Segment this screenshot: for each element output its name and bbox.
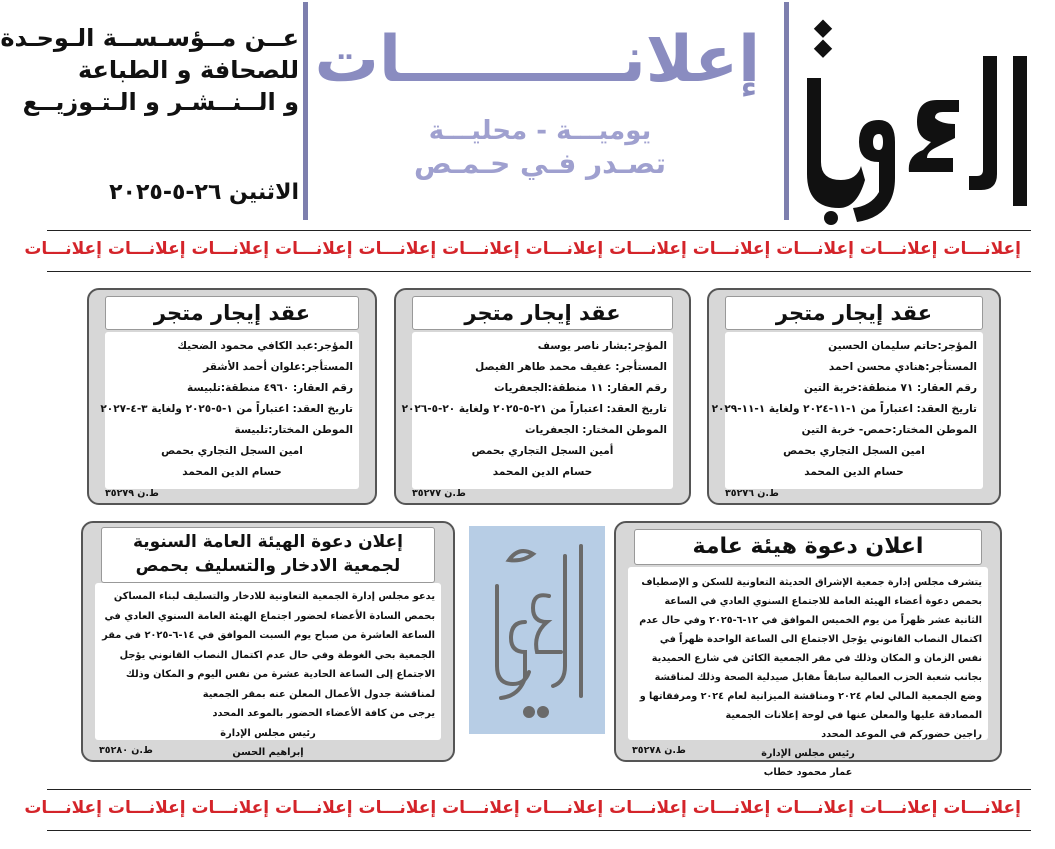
divider-left — [303, 2, 308, 220]
meeting-ad-2 — [81, 521, 455, 762]
ad-line: تاريخ العقد: اعتباراً من ١-٥-٢٠٢٥ ولغاية ٣-٤-٢٠٢٧ — [100, 403, 353, 415]
ad-line: المؤجر:بشار ناصر يوسف — [537, 340, 667, 352]
ad-title: اعلان دعوة هيئة عامة — [634, 529, 982, 565]
ad-line: رقم العقار: ٧١ منطقة:خربة التين — [804, 382, 977, 394]
ad-line: تاريخ العقد: اعتباراً من ١-١١-٢٠٢٤ ولغاية ١-١١-٢٠٢٩ — [711, 403, 977, 415]
ads-banner-top — [24, 230, 1031, 272]
ad-reference: ط.ن ٣٥٢٧٨ — [632, 745, 686, 756]
ad-signature-title: امين السجل التجاري بحمص — [161, 445, 303, 457]
ad-signature-name: حسام الدين المحمد — [492, 466, 593, 478]
publisher-line: عــن مــؤسـســة الـوحـدة — [0, 24, 299, 52]
ad-paragraph: يدعو مجلس إدارة الجمعية التعاونية للادخار والتسليف لبناء المساكن بحمص السادة الأعضاء لحضور اجتماع الهيئة العامة السنوي العادي في الساعة العاشرة من صباح يوم السبت الموافق في ١٤-٦-٢٠٢٥ في مقر الجمعية بحي الغوطة وفي حال عدم اكتمال النصاب القانوني يؤجل الاجتماع إلى الساعة الحادية عشرة من نفس اليوم و المكان وذلك لمناقشة جدول الأعمال المعلن عنه بمقر الجمعية — [102, 591, 435, 700]
meeting-ad-1 — [614, 521, 1002, 778]
ad-title: عقد إيجار متجر — [725, 296, 983, 330]
ad-title: عقد إيجار متجر — [105, 296, 359, 330]
ad-reference: ط.ن ٣٥٢٧٦ — [725, 488, 779, 499]
ads-frequency: يوميـــة - محليـــة — [428, 116, 652, 146]
ad-signature-name: حسام الدين المحمد — [804, 466, 904, 478]
ad-body — [401, 332, 673, 489]
lease-ad-1 — [707, 288, 1001, 505]
ad-paragraph: يتشرف مجلس إدارة جمعية الإشراق الحديثة التعاونية للسكن و الإصطياف بحمص دعوة أعضاء الهيئة العامة للاجتماع السنوي العادي في الساعة الثانية عشر ظهراً من يوم الخميس الموافق في ١٢-٦-٢٠٢٥ وفي حال عدم اكتمال النصاب القانوني يؤجل الاجتماع الى الساعة الواحدة ظهراً في نفس الزمان و المكان وذلك في مقر الجمعية الكائن في شارع الحميدية بجانب شعبة الحزب العمالية سابقاً مقابل صيدلية الصحة وذلك لمناقشة وضع الجمعية المالي لعام ٢٠٢٤ ومناقشة الميزانية لعام ٢٠٢٤ ومرفقاتها و المصادقة عليها والمعلن عنها في لوحة إعلانات الجمعية — [639, 577, 982, 721]
lease-ad-3 — [87, 288, 377, 505]
ad-reference: ط.ن ٣٥٢٨٠ — [99, 745, 153, 756]
publisher-line: للصحافة و الطباعة — [77, 56, 299, 84]
ads-banner-bottom — [24, 789, 1031, 831]
newspaper-emblem — [469, 526, 605, 734]
ad-line: المؤجر:حاتم سليمان الحسين — [828, 340, 977, 352]
ad-signature-name: حسام الدين المحمد — [182, 466, 282, 478]
ad-signature-name: إبراهيم الحسن — [232, 747, 304, 758]
ad-signature-title: امين السجل التجاري بحمص — [783, 445, 925, 457]
ad-line: المستأجر:علوان أحمد الأشقر — [203, 361, 353, 373]
ad-paragraph: يرجى من كافة الأعضاء الحضور بالموعد المحدد — [212, 708, 435, 719]
ad-line: المؤجر:عبد الكافي محمود الضحيك — [177, 340, 353, 352]
ad-line: الموطن المختار:حمص- خربة التين — [801, 424, 977, 436]
ad-title: عقد إيجار متجر — [412, 296, 673, 330]
ad-paragraph: راجين حضوركم في الموعد المحدد — [821, 729, 982, 740]
publisher-line: و الــنــشـر و الـتـوزيــع — [22, 88, 299, 116]
ad-body — [100, 332, 359, 489]
ad-line: المستأجر: عفيف محمد طاهر الفيصل — [475, 361, 667, 373]
ad-line: رقم العقار: ١١ منطقة:الجعفريات — [494, 382, 667, 394]
banner-text: إعلانـــات إعلانـــات إعلانـــات إعلانـــات إعلانـــات إعلانـــات إعلانـــات إعلانـــات إعلانـــات إعلانـــات إعلانـــات إعلانـــات — [24, 239, 1021, 259]
masthead — [0, 0, 1055, 228]
publisher-info — [0, 22, 299, 118]
ad-line: المستأجر:هنادي محسن احمد — [828, 361, 977, 373]
ads-section-title: إعلانــــــــــات — [314, 23, 760, 97]
lease-ad-2 — [394, 288, 691, 505]
ad-line: تاريخ العقد: اعتباراً من ٢١-٥-٢٠٢٥ ولغاية ٢٠-٥-٢٠٢٦ — [401, 403, 667, 415]
ad-line: الموطن المختار: الجعفريات — [525, 424, 667, 436]
ad-reference: ط.ن ٣٥٢٧٧ — [412, 488, 466, 499]
ad-reference: ط.ن ٣٥٢٧٩ — [105, 488, 159, 499]
emblem-calligraphy-icon — [469, 526, 605, 734]
banner-text: إعلانـــات إعلانـــات إعلانـــات إعلانـــات إعلانـــات إعلانـــات إعلانـــات إعلانـــات إعلانـــات إعلانـــات إعلانـــات إعلانـــات — [24, 798, 1021, 818]
newspaper-logo — [787, 0, 1055, 228]
issue-date: الاثنين ٢٦-٥-٢٠٢٥ — [109, 180, 299, 205]
ad-line: رقم العقار: ٤٩٦٠ منطقة:تلبيسة — [187, 382, 353, 394]
ad-signature-title: رئيس مجلس الإدارة — [761, 748, 855, 759]
ad-title: إعلان دعوة الهيئة العامة السنوية لجمعية الادخار والتسليف بحمص — [101, 527, 435, 583]
ad-signature-name: عمار محمود خطاب — [763, 767, 853, 778]
ad-line: الموطن المختار:تلبيسة — [234, 424, 353, 436]
ads-location: تصـدر فـي حـمـص — [414, 147, 666, 180]
ad-signature-title: أمين السجل التجاري بحمص — [471, 445, 614, 457]
ad-signature-title: رئيس مجلس الإدارة — [220, 727, 316, 739]
ad-body — [711, 332, 983, 489]
